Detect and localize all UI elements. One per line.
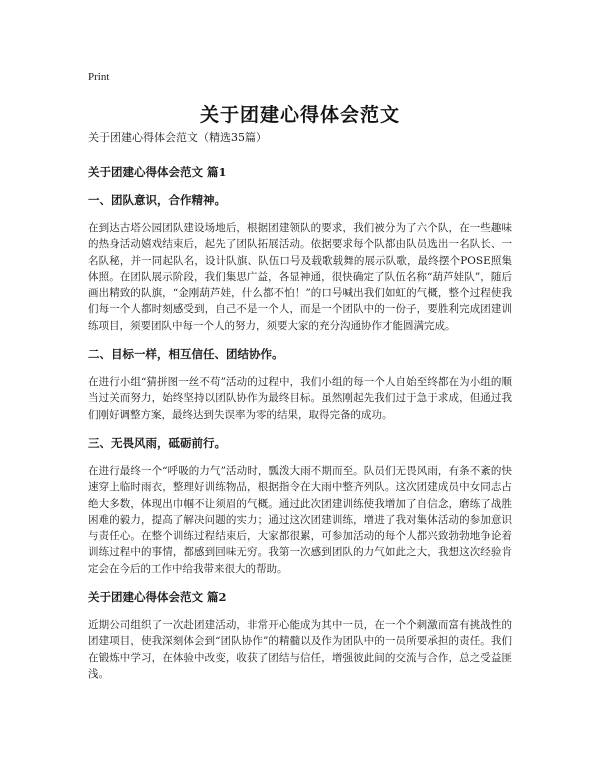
page-title: 关于团建心得体会范文 [199,104,400,126]
article-heading-2: 关于团建心得体会范文 篇2 [88,590,227,605]
section-heading-3: 三、无畏风雨，砥砺前行。 [88,435,226,450]
section-paragraph-3: 在进行最终一个“呼吸的力气”活动时，瓢泼大雨不期而至。队员们无畏风雨，有条不紊的快速穿上临时雨衣，整理好训练物品，根据指令在大雨中整齐列队。这次团建成员中女同志占绝大多数，体现出巾帼不让须眉的气概。通过此次团建训练使我增加了自信念，磨练了战胜困难的毅力，提高了解决问题的实力；通过这次团建训练，增进了我对集体活动的参加意识与责任心。在整个训练过程结束后，大家都很累，可参加活动的每个人都兴致勃勃地争论着训练过程中的事情，都感到回味无穷。我第一次感到团队的力气如此之大，我想这次经验肯定会在今后的工作中给我带来很大的帮助。 [88,464,512,575]
section-paragraph-2: 在进行小组“猜拼图一丝不苟”活动的过程中，我们小组的每一个人自始至终都在为小组的顺当过关而努力，始终坚持以团队协作为最终目标。虽然刚起先我们过于急于求成，但通过我们刚好调整方案，最终达到失误率为零的结果，取得完备的成功。 [88,376,512,421]
article-heading-1: 关于团建心得体会范文 篇1 [88,165,227,179]
section-heading-2: 二、目标一样，相互信任、团结协作。 [88,347,284,362]
section-heading-1: 一、团队意识，合作精神。 [88,193,226,207]
document-body [88,130,512,694]
document-subtitle: 关于团建心得体会范文（精选35篇） [88,131,267,144]
section-paragraph-1: 在到达古塔公园团队建设场地后，根据团建领队的要求，我们被分为了六个队，在一些趣味的热身活动嬉戏结束后，起先了团队拓展活动。依据要求每个队都由队员选出一名队长、一名队秘，并一同起队名，设计队旗、队伍口号及载歌载舞的展示队歌，最终摆个POSE照集体照。在团队展示阶段，我们集思广益，各显神通，很快确定了队伍名称“葫芦娃队”，随后画出精致的队旗，“金刚葫芦娃，什么都不怕！”的口号喊出我们如虹的气概，整个过程使我们每一个人都时刻感受到，自己不是一个人，而是一个团队中的一份子，要胜利完成团建训练项目，须要团队中每一个人的努力，须要大家的充分沟通协作才能圆满完成。 [88,222,512,332]
article-paragraph-2: 近期公司组织了一次赴团建活动，非常开心能成为其中一员，在一个个刺激而富有挑战性的团建项目，使我深刻体会到“团队协作”的精髓以及作为团队中的一员所要承担的责任。我们在锻炼中学习，在体验中改变，收获了团结与信任，增强彼此间的交流与合作，总之受益匪浅。 [88,619,512,680]
print-label[interactable]: Print [88,71,110,83]
